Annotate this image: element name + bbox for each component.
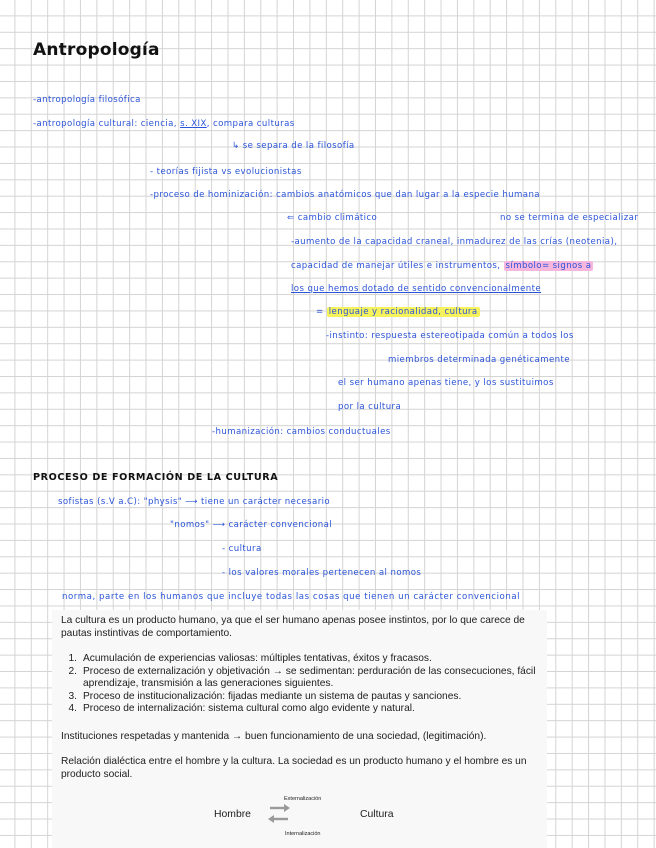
note-siglo: s. XIX [180,119,207,129]
right-arrow-icon [270,804,290,812]
note-ser-humano: el ser humano apenas tiene, y los sustituimos [338,378,554,388]
note-antropologia-cultural [33,119,295,129]
list-item: 1. Acumulación de experiencias valiosas: múltiples tentativas, éxitos y fracasos. [68,653,432,664]
box-list [61,653,536,716]
note-por-la-cultura: por la cultura [338,402,402,412]
list-item: 4. Proceso de internalización: sistema cultural como algo evidente y natural. [68,703,415,715]
box-intro: La cultura es un producto humano, ya que el ser humano apenas posee instintos, por lo que carece de pautas instintivas de comportamiento. [61,615,525,639]
pasted-text-box [52,610,547,848]
note-valores: - los valores morales pertenecen al nomos [222,568,422,578]
left-arrow-icon [268,815,288,823]
note-geneticamente: miembros determinada genéticamente [388,355,570,365]
page-title: Antropología [33,40,160,60]
note-teorias: - teorías fijista vs evolucionistas [150,167,302,177]
note-se-separa: ↳ se separa de la filosofía [232,141,355,151]
diagram-cultura: Cultura [360,809,394,820]
note-text: , compara culturas [206,119,295,129]
note-instinto: -instinto: respuesta estereotipada común a todos los [326,331,574,341]
section-heading: PROCESO DE FORMACIÓN DE LA CULTURA [33,472,279,483]
note-sentido-convencional: los que hemos dotado de sentido convencionalmente [291,284,542,294]
note-sofistas: sofistas (s.V a.C): "physis" ⟶ tiene un carácter necesario [58,497,331,507]
diagram-hombre: Hombre [214,809,251,820]
note-humanizacion: -humanización: cambios conductuales [212,427,391,437]
box-relacion: Relación dialéctica entre el hombre y la cultura. La sociedad es un producto humano y el hombre es un producto social. [61,756,527,780]
note-text: capacidad de manejar útiles e instrumentos, [291,261,501,271]
note-utiles [291,261,593,271]
box-instituciones: Instituciones respetadas y mantenida → buen funcionamiento de una sociedad, (legitimación). [61,731,487,742]
list-item: 2. Proceso de externalización y objetivación → se sedimentan: perduración de las consecuciones, fácil aprendizaje, transmisión a las generaciones siguientes. [68,665,536,690]
note-antropologia-filosofica: -antropología filosófica [33,95,141,105]
note-capacidad-craneal: -aumento de la capacidad craneal, inmadurez de las crías (neotenia), [291,237,618,247]
list-item: 3. Proceso de institucionalización: fijadas mediante un sistema de pautas y sanciones. [68,690,462,702]
highlight-lenguaje: lenguaje y racionalidad, cultura [328,307,478,317]
note-cultura: - cultura [222,544,262,554]
diagram-externalizacion: Externalización [284,796,322,802]
note-text: -antropología cultural: ciencia, [33,119,177,129]
note-text: = [316,307,324,317]
diagram-arrows [267,800,291,828]
note-lenguaje [316,307,480,317]
note-norma: norma, parte en los humanos que incluye todas las cosas que tienen un carácter convencional [62,592,521,602]
note-no-especializa: no se termina de especializar [500,213,639,223]
highlight-simbolo: símbolo= signos a [505,261,592,271]
note-nomos: "nomos" ⟶ carácter convencional [170,520,333,530]
note-cambio-climatico: ⇐ cambio climático [287,213,378,223]
diagram-internalizacion: Internalización [285,831,321,837]
note-hominizacion: -proceso de hominización: cambios anatómicos que dan lugar a la especie humana [150,190,540,200]
